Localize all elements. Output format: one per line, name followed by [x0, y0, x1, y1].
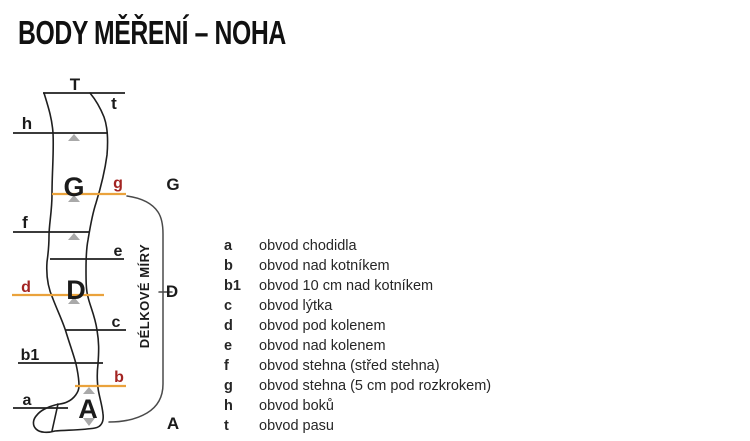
point-label-G-side: G [166, 175, 180, 194]
point-label-g: g [113, 175, 123, 192]
legend-row-d [222, 316, 491, 336]
legend-label: obvod pod kolenem [259, 318, 386, 334]
legend-key: b [224, 258, 233, 274]
legend-row-c [222, 296, 491, 316]
length-measures-axis-label: DÉLKOVÉ MÍRY [137, 243, 152, 349]
point-label-T: T [69, 75, 81, 94]
legend-label: obvod stehna (5 cm pod rozkrokem) [259, 378, 492, 394]
leg-measurement-diagram [0, 70, 200, 441]
point-label-G-big: G [63, 172, 85, 202]
legend-key: a [224, 238, 233, 254]
legend-key: b1 [224, 278, 241, 294]
legend-key: g [224, 378, 233, 394]
legend-row-h [222, 396, 491, 416]
legend-key: f [224, 358, 229, 374]
point-label-b1: b1 [20, 347, 40, 364]
point-label-D-big: D [66, 275, 86, 305]
legend-label: obvod nad kolenem [259, 338, 386, 354]
legend-key: c [224, 298, 233, 314]
point-label-D-side: D [165, 282, 179, 301]
leg-outline [33, 93, 107, 432]
legend-key: d [224, 318, 233, 334]
legend-label: obvod chodidla [259, 238, 357, 254]
measurement-legend [222, 236, 491, 436]
legend-key: t [224, 418, 229, 434]
legend-row-b1 [222, 276, 491, 296]
legend-row-a [222, 236, 491, 256]
page-title: BODY MĚŘENÍ – NOHA [18, 14, 286, 51]
point-label-b: b [114, 369, 124, 386]
point-label-A-side: A [166, 414, 180, 433]
point-label-a: a [22, 392, 32, 409]
triangle-marker-h [68, 134, 80, 141]
legend-key: e [224, 338, 233, 354]
point-label-d: d [21, 279, 31, 296]
point-label-t: t [111, 94, 117, 113]
legend-label: obvod stehna (střed stehna) [259, 358, 440, 374]
length-measures-bracket [109, 196, 163, 422]
legend-row-e [222, 336, 491, 356]
legend-label: obvod boků [259, 398, 334, 414]
legend-row-b [222, 256, 491, 276]
legend-label: obvod 10 cm nad kotníkem [259, 278, 434, 294]
legend-label: obvod pasu [259, 418, 334, 434]
legend-row-t [222, 416, 491, 436]
legend-key: h [224, 398, 233, 414]
legend-row-f [222, 356, 491, 376]
point-label-h: h [21, 114, 33, 133]
legend-label: obvod nad kotníkem [259, 258, 390, 274]
legend-label: obvod lýtka [259, 298, 333, 314]
point-label-e: e [113, 243, 123, 260]
legend-row-g [222, 376, 491, 396]
point-label-f: f [22, 213, 28, 232]
point-label-A-big: A [78, 394, 98, 424]
triangle-marker-f [68, 233, 80, 240]
triangle-marker-b [83, 387, 95, 394]
point-label-c: c [111, 314, 121, 331]
